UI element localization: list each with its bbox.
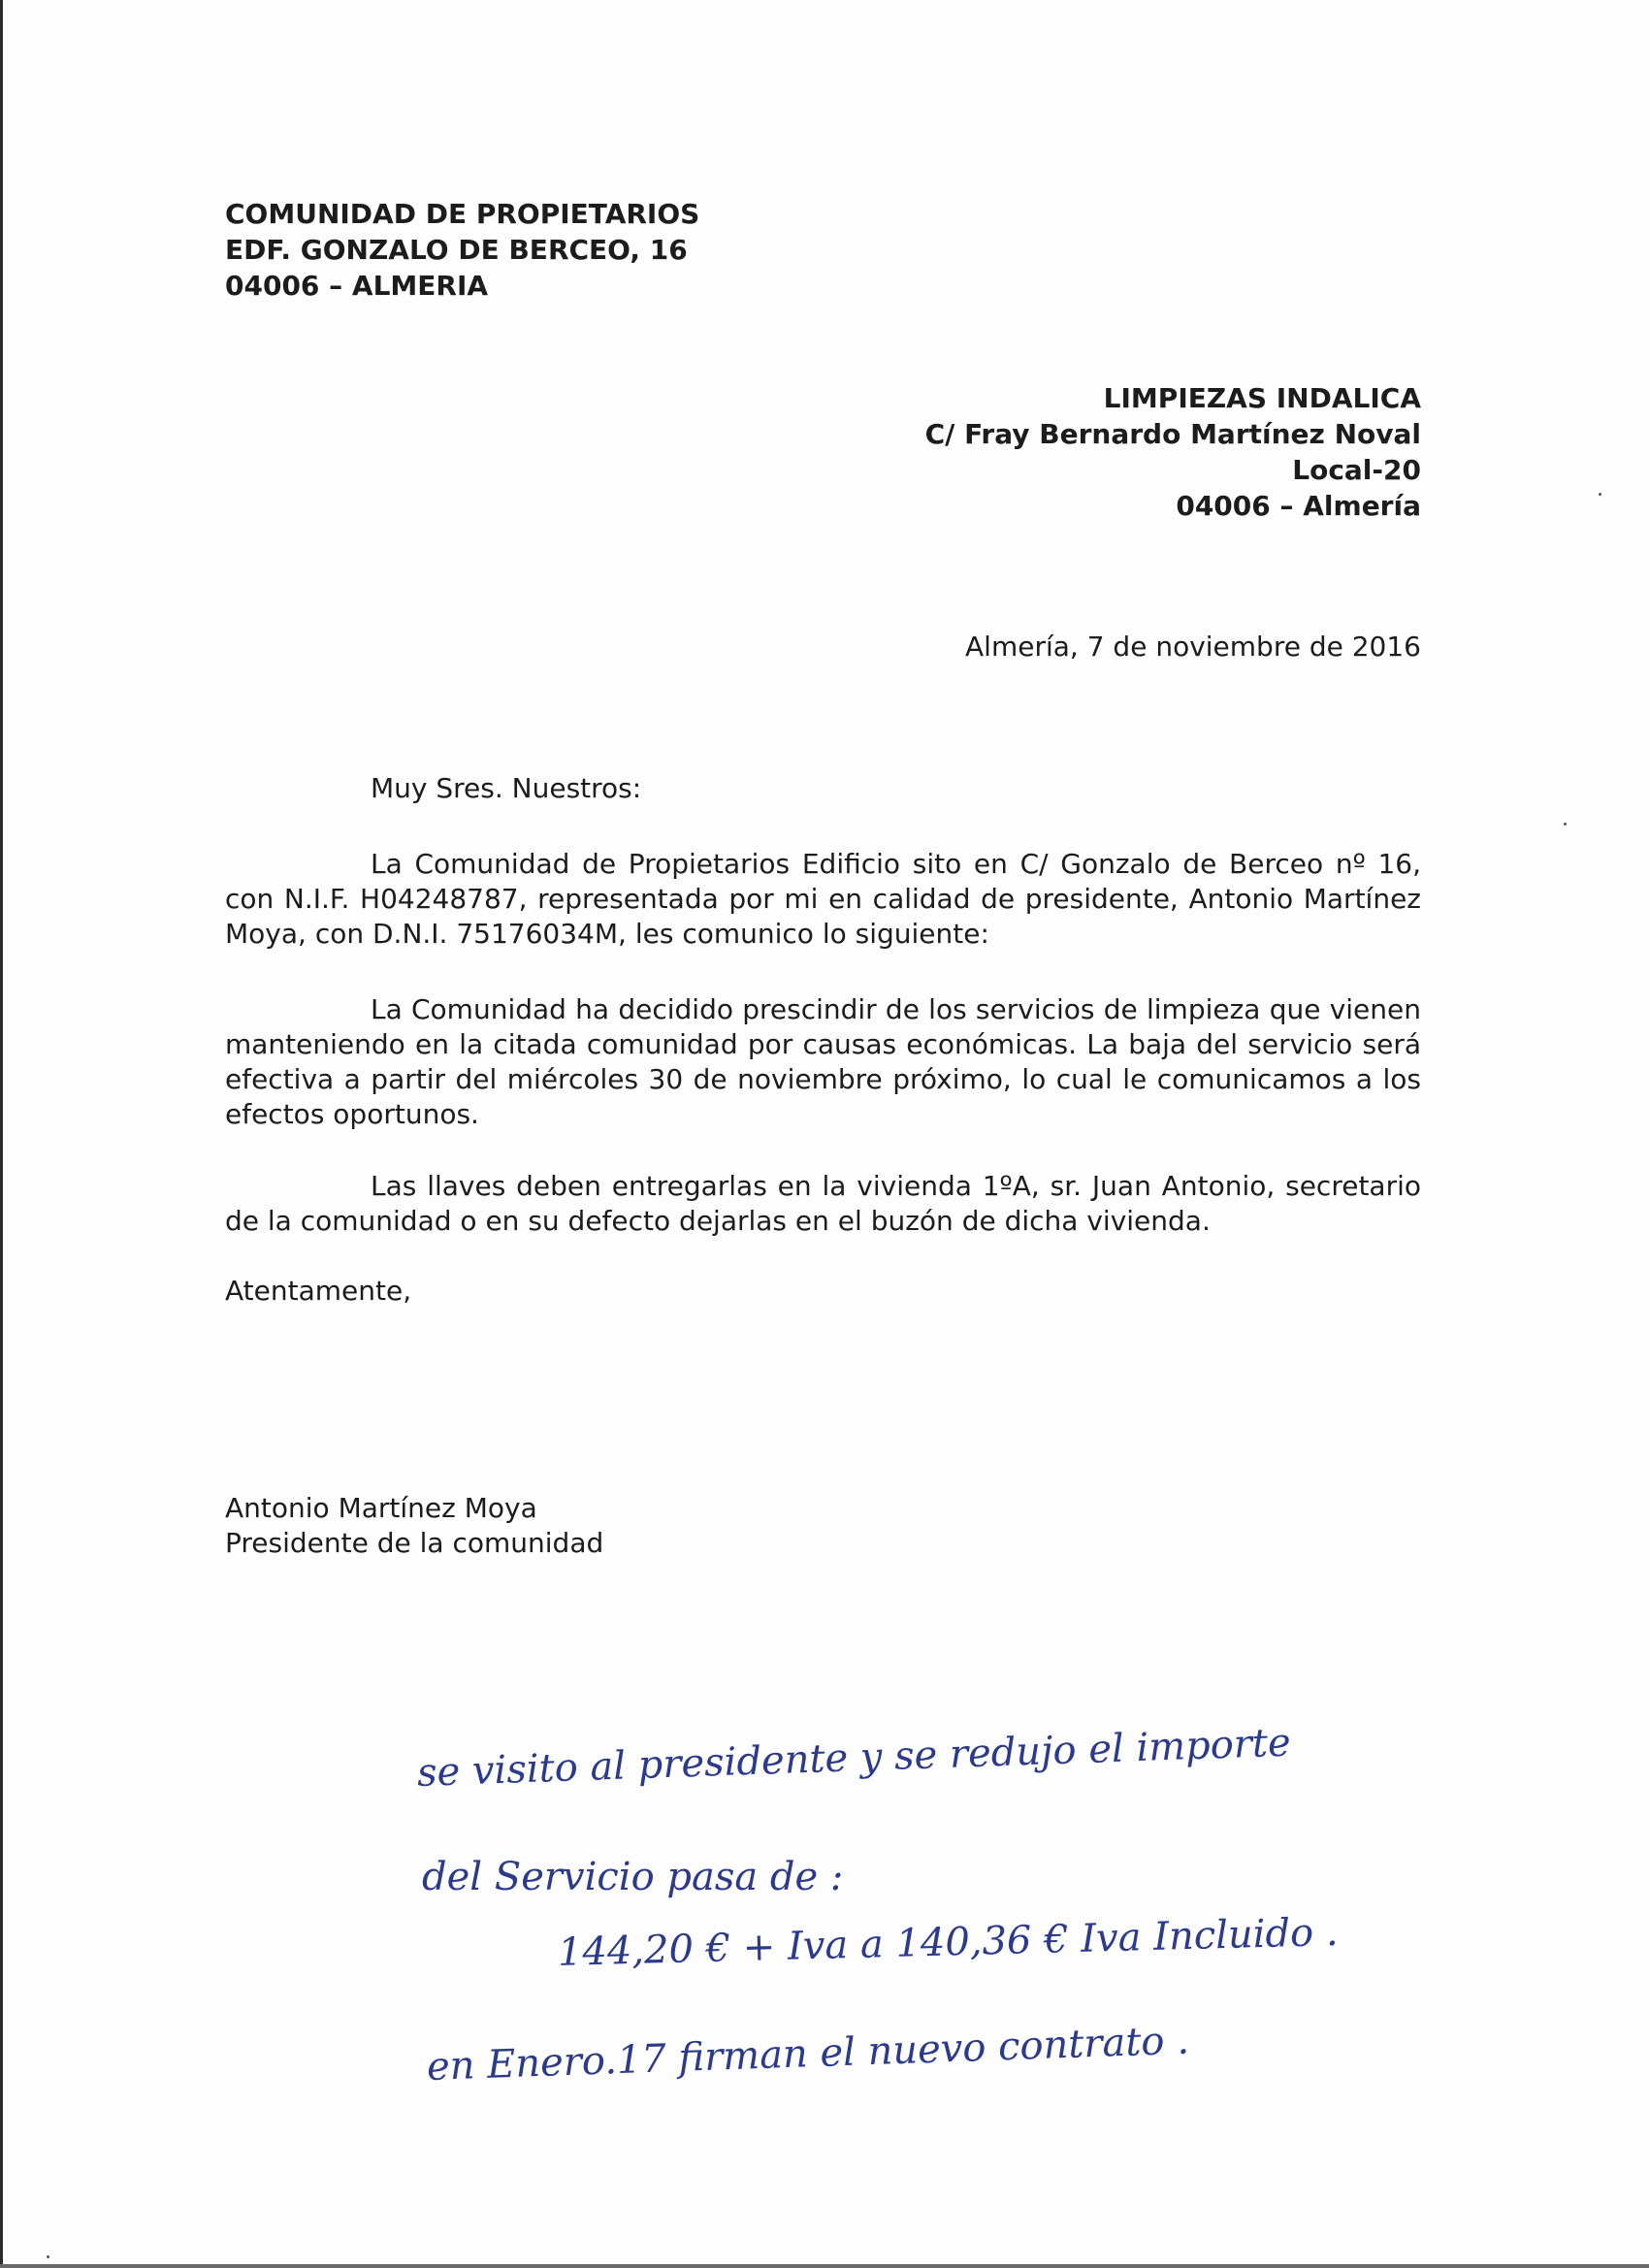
scan-speck [47, 2255, 49, 2258]
recipient-local: Local-20 [1292, 454, 1421, 486]
sender-address [225, 196, 699, 304]
handwritten-note-line-2: del Servicio pasa de : [422, 1855, 844, 1899]
sender-line-1: COMUNIDAD DE PROPIETARIOS [225, 198, 700, 230]
sender-line-2: EDF. GONZALO DE BERCEO, 16 [225, 234, 688, 266]
recipient-city: 04006 – Almería [1176, 490, 1421, 522]
greeting: Muy Sres. Nuestros: [371, 772, 642, 804]
handwritten-note-line-3: 144,20 € + Iva a 140,36 € Iva Incluido . [557, 1909, 1340, 1975]
signature-block [225, 1491, 1421, 1561]
recipient-address [925, 380, 1421, 524]
sender-line-3: 04006 – ALMERIA [225, 270, 489, 302]
paragraph-3: Las llaves deben entregarlas en la vivienda 1ºA, sr. Juan Antonio, secretario de la comunidad o en su defecto dejarlas en el buzón de dicha vivienda. [225, 1170, 1421, 1237]
letter-date: Almería, 7 de noviembre de 2016 [965, 631, 1421, 663]
handwritten-note-line-1: se visito al presidente y se redujo el importe [416, 1720, 1292, 1796]
signature-title: Presidente de la comunidad [225, 1527, 604, 1559]
paragraph-2: La Comunidad ha decidido prescindir de los servicios de limpieza que vienen manteniendo en la citada comunidad por causas económicas. La baja del servicio será efectiva a partir del miércoles 30 de noviembre próximo, lo cual le comunicamos a los efectos oportunos. [225, 993, 1421, 1130]
paragraph-1: La Comunidad de Propietarios Edificio sito en C/ Gonzalo de Berceo nº 16, con N.I.F. H04248787, representada por mi en calidad de presidente, Antonio Martínez Moya, con D.N.I. 75176034M, les comunico lo siguiente: [225, 848, 1421, 950]
recipient-name: LIMPIEZAS INDALICA [1103, 382, 1421, 414]
scan-speck [1599, 493, 1601, 496]
scan-speck [1564, 823, 1567, 826]
handwritten-note-line-4: en Enero.17 firman el nuevo contrato . [426, 2018, 1190, 2090]
signature-name: Antonio Martínez Moya [225, 1492, 537, 1524]
closing: Atentamente, [225, 1275, 412, 1307]
recipient-street: C/ Fray Bernardo Martínez Noval [924, 418, 1421, 450]
scan-border-left [0, 0, 3, 2268]
scan-border-bottom [0, 2264, 1649, 2268]
